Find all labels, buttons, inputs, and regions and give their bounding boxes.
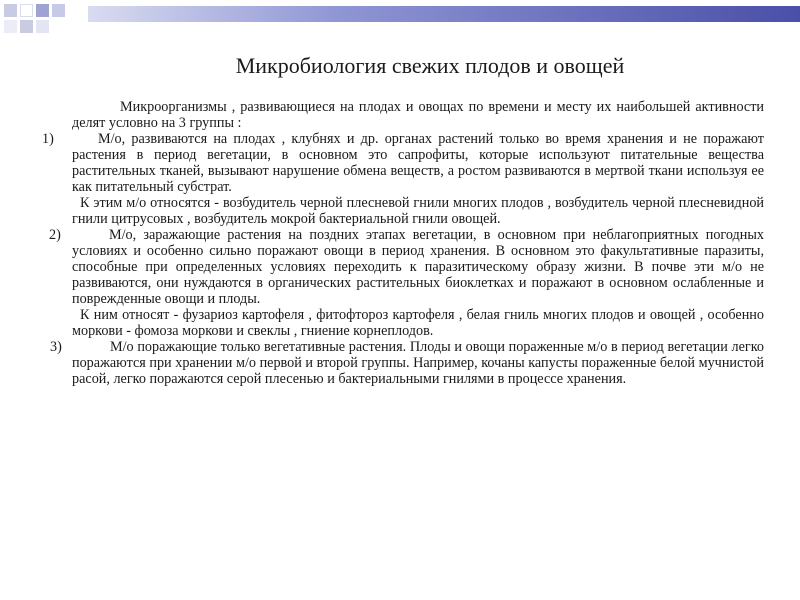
decor-square — [20, 4, 33, 17]
gradient-band — [88, 6, 800, 22]
decor-square — [4, 4, 17, 17]
intro-paragraph: Микроорганизмы , развивающиеся на плодах и овощах по времени и месту их наибольшей активности делят условно на 3 группы : — [72, 99, 764, 131]
group-1-number: 1) — [42, 131, 54, 147]
decor-square — [52, 4, 65, 17]
decor-square — [36, 20, 49, 33]
decor-square — [36, 4, 49, 17]
group-2-paragraph — [49, 227, 764, 307]
group-2-text: М/о, заражающие растения на поздних этапах вегетации, в основном при неблагоприятных погодных условиях и особенно сильно поражают овощи в период хранения. В основном это факультативные паразиты, способные при определенных условиях переходить к паразитическому образу жизни. В почве эти м/о не развиваются, они нуждаются в органических растительных биоклетках и поражают в основном ослабленные и поврежденные овощи и плоды. — [72, 227, 764, 307]
slide-body — [42, 99, 764, 387]
slide-title: Микробиология свежих плодов и овощей — [235, 53, 625, 78]
group-2-examples: К ним относят - фузариоз картофеля , фитофтороз картофеля , белая гниль многих плодов и овощей , особенно моркови - фомоза моркови и свеклы , гниение корнеплодов. — [72, 307, 764, 339]
header-decoration — [0, 0, 800, 36]
group-1-text: М/о, развиваются на плодах , клубнях и др. органах растений только во время хранения и не поражают растения в период вегетации, в основном это сапрофиты, которые используют питательные вещества растительных тканей, вызывают нарушение обмена веществ, а ростом развиваются в мертвой ткани используя ее как питательный субстрат. — [72, 131, 764, 195]
group-2-number: 2) — [49, 227, 61, 243]
group-3-paragraph — [50, 339, 764, 387]
decor-square — [4, 20, 17, 33]
group-1-examples: К этим м/о относятся - возбудитель черной плесневой гнили многих плодов , возбудитель черной плесневидной гнили цитрусовых , возбудитель мокрой бактериальной гнили овощей. — [72, 195, 764, 227]
group-1-paragraph — [42, 131, 764, 195]
decor-square — [20, 20, 33, 33]
group-3-text: М/о поражающие только вегетативные растения. Плоды и овощи пораженные м/о в период вегетации легко поражаются при хранении м/о первой и второй группы. Например, кочаны капусты пораженные белой мучнистой расой, легко поражаются серой плесенью и бактериальными гнилями в процессе хранения. — [72, 339, 764, 387]
group-3-number: 3) — [50, 339, 62, 355]
